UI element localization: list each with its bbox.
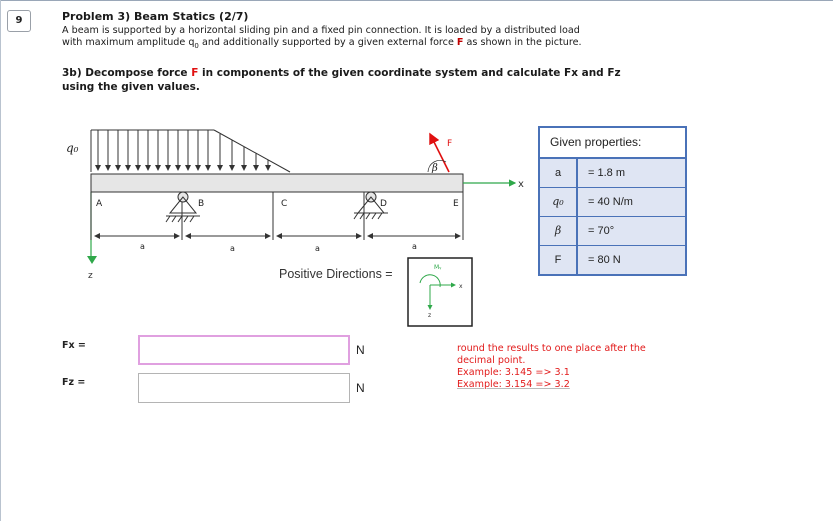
question-number-badge: 9 (7, 10, 31, 32)
point-d-label: D (380, 199, 387, 209)
fx-unit: N (356, 343, 365, 357)
subquestion-part2: in components of the given coordinate system and calculate Fx and Fz (198, 67, 621, 79)
beam (91, 174, 463, 192)
rounding-note-line2: decimal point. (457, 355, 526, 366)
description-force-symbol: F (456, 37, 464, 48)
subquestion-part1: 3b) Decompose force (62, 67, 192, 79)
z-axis-arrow (86, 250, 98, 280)
description-text-c: as shown in the picture. (463, 37, 582, 48)
property-value: = 80 N (578, 246, 685, 274)
description-text-b: and additionally supported by a given external force (198, 37, 457, 48)
dimension-ticks (91, 192, 463, 240)
subquestion-text (62, 66, 682, 94)
fz-input[interactable] (138, 373, 350, 403)
top-rule (0, 0, 833, 1)
property-row-beta (540, 217, 685, 246)
rounding-note (457, 343, 697, 391)
segment-bc-label: a (230, 244, 235, 253)
property-value: = 70° (578, 217, 685, 245)
property-key: β (540, 217, 578, 245)
problem-description (62, 25, 762, 52)
rounding-note-example1: Example: 3.145 => 3.1 (457, 367, 570, 378)
given-properties-table (538, 126, 687, 276)
given-properties-header: Given properties: (540, 128, 685, 159)
icon-z-label: z (428, 312, 432, 319)
point-a-label: A (96, 199, 103, 209)
problem-title: Problem 3) Beam Statics (2/7) (62, 10, 249, 23)
distributed-load (91, 130, 290, 172)
subquestion-line2: using the given values. (62, 81, 200, 93)
rounding-note-line1: round the results to one place after the (457, 343, 646, 354)
segment-de-label: a (412, 242, 417, 251)
positive-directions-label: Positive Directions = (279, 267, 393, 281)
icon-x-label: x (459, 283, 463, 290)
beam-diagram (60, 120, 530, 260)
description-line-1: A beam is supported by a horizontal sliding pin and a fixed pin connection. It is loaded by a distributed load (62, 25, 580, 36)
property-key: F (540, 246, 578, 274)
property-key: q₀ (540, 188, 578, 216)
fx-input[interactable] (138, 335, 350, 365)
angle-beta-label: β (432, 163, 438, 174)
property-row-q0 (540, 188, 685, 217)
rounding-note-example2: Example: 3.154 => 3.2 (457, 379, 570, 390)
subquestion-force-symbol: F (191, 67, 199, 79)
fx-label: Fx = (62, 340, 86, 351)
point-e-label: E (453, 199, 459, 209)
distributed-load-arrows (98, 130, 268, 170)
segment-cd-label: a (315, 244, 320, 253)
description-sub: 0 (194, 41, 199, 50)
support-b-sliding-pin (166, 192, 200, 222)
fz-unit: N (356, 381, 365, 395)
point-b-label: B (198, 199, 205, 209)
fz-label: Fz = (62, 377, 86, 388)
x-axis-label: x (518, 179, 524, 190)
description-line-2 (62, 37, 762, 52)
point-c-label: C (281, 199, 288, 209)
segment-ab-label: a (140, 242, 145, 251)
q0-label: q₀ (66, 141, 79, 155)
positive-directions-icon (407, 257, 473, 327)
z-axis-label: z (88, 271, 93, 280)
property-value: = 1.8 m (578, 159, 685, 187)
force-f-label: F (447, 139, 453, 149)
property-row-a (540, 159, 685, 188)
moment-label: Mᵧ (434, 264, 442, 271)
left-rule (0, 0, 1, 521)
property-row-f (540, 246, 685, 274)
property-key: a (540, 159, 578, 187)
property-value: = 40 N/m (578, 188, 685, 216)
description-text-a: with maximum amplitude q (62, 37, 195, 48)
